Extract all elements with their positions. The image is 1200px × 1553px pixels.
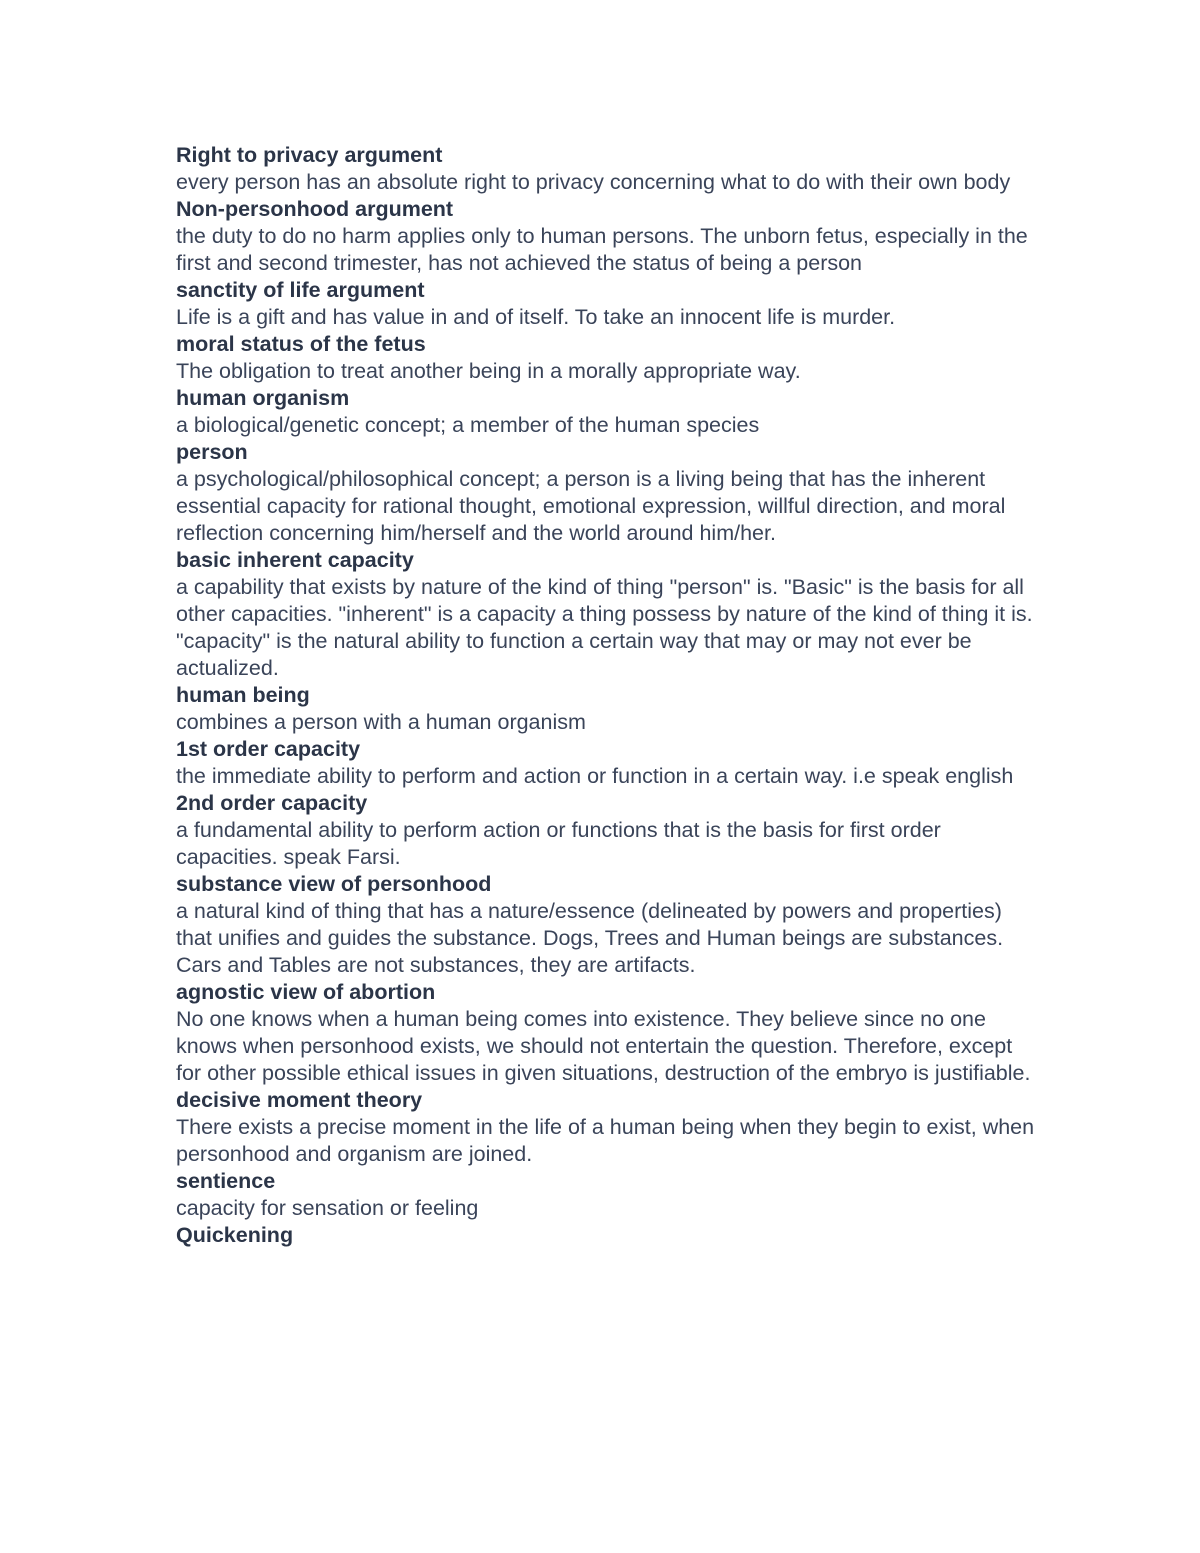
term-definition: every person has an absolute right to privacy concerning what to do with their own body (176, 170, 1011, 194)
term-heading: agnostic view of abortion (176, 980, 436, 1004)
term-definition: a biological/genetic concept; a member of the human species (176, 413, 760, 437)
term-heading: person (176, 440, 248, 464)
term-definition: a capability that exists by nature of the kind of thing "person" is. "Basic" is the basis for all other capacities. "inherent" is a capacity a thing possess by nature of the kind of thing it is. "capacity" is the natural ability to function a certain way that may or may not ever be actualized. (176, 575, 1033, 680)
term-heading: human being (176, 683, 310, 707)
glossary-entry-quickening (176, 1222, 1036, 1249)
glossary-entry-right-to-privacy (176, 142, 1036, 196)
term-heading: moral status of the fetus (176, 332, 426, 356)
glossary-entry-1st-order-capacity (176, 736, 1036, 790)
term-definition: capacity for sensation or feeling (176, 1196, 479, 1220)
glossary-entry-human-organism (176, 385, 1036, 439)
glossary-entry-agnostic-view (176, 979, 1036, 1087)
term-heading: 2nd order capacity (176, 791, 368, 815)
glossary-entry-non-personhood (176, 196, 1036, 277)
glossary-entry-moral-status (176, 331, 1036, 385)
term-definition: the duty to do no harm applies only to human persons. The unborn fetus, especially in the first and second trimester, has not achieved the status of being a person (176, 224, 1028, 275)
glossary-entry-2nd-order-capacity (176, 790, 1036, 871)
term-definition: a psychological/philosophical concept; a person is a living being that has the inherent essential capacity for rational thought, emotional expression, willful direction, and moral reflection concerning him/herself and the world around him/her. (176, 467, 1006, 545)
term-heading: 1st order capacity (176, 737, 361, 761)
term-heading: sentience (176, 1169, 276, 1193)
term-definition: Life is a gift and has value in and of itself. To take an innocent life is murder. (176, 305, 896, 329)
term-heading: decisive moment theory (176, 1088, 423, 1112)
term-definition: the immediate ability to perform and action or function in a certain way. i.e speak english (176, 764, 1014, 788)
term-heading: Quickening (176, 1223, 294, 1247)
term-definition: There exists a precise moment in the life of a human being when they begin to exist, when personhood and organism are joined. (176, 1115, 1035, 1166)
term-definition: a natural kind of thing that has a nature/essence (delineated by powers and properties) that unifies and guides the substance. Dogs, Trees and Human beings are substances. Cars and Tables are not substances, they are artifacts. (176, 899, 1004, 977)
term-definition: No one knows when a human being comes into existence. They believe since no one knows when personhood exists, we should not entertain the question. Therefore, except for other possible ethical issues in given situations, destruction of the embryo is justifiable. (176, 1007, 1031, 1085)
term-heading: Right to privacy argument (176, 143, 443, 167)
term-definition: The obligation to treat another being in a morally appropriate way. (176, 359, 801, 383)
term-heading: human organism (176, 386, 350, 410)
glossary-entry-basic-inherent-capacity (176, 547, 1036, 682)
term-heading: basic inherent capacity (176, 548, 414, 572)
term-heading: Non-personhood argument (176, 197, 454, 221)
glossary-entry-human-being (176, 682, 1036, 736)
glossary-entry-sanctity-of-life (176, 277, 1036, 331)
term-definition: combines a person with a human organism (176, 710, 586, 734)
document-page (176, 142, 1036, 1249)
glossary-entry-decisive-moment (176, 1087, 1036, 1168)
term-heading: sanctity of life argument (176, 278, 425, 302)
term-definition: a fundamental ability to perform action or functions that is the basis for first order capacities. speak Farsi. (176, 818, 941, 869)
term-heading: substance view of personhood (176, 872, 492, 896)
glossary-entry-sentience (176, 1168, 1036, 1222)
glossary-entry-substance-view (176, 871, 1036, 979)
glossary-entry-person (176, 439, 1036, 547)
